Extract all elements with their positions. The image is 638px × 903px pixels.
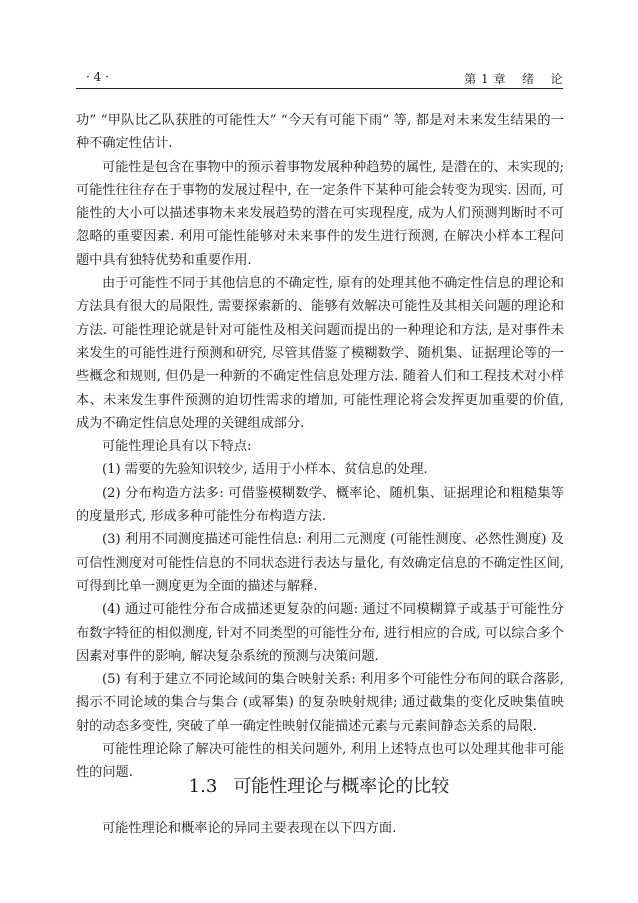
paragraph-continuation: 功” “甲队比乙队获胜的可能性大” “今天有可能下雨” 等, 都是对未来发生结果的一种不确定性估计. [76, 113, 564, 152]
chapter-heading [464, 70, 563, 87]
chapter-title-part-2: 论 [550, 72, 563, 86]
feature-item-4: (4) 通过可能性分布合成描述更复杂的问题: 通过不同模糊算子或基于可能性分布数字特征的相似测度, 针对不同类型的可能性分布, 进行相应的合成, 可以综合多个因素对事件的影响, 解决复杂系统的预测与决策问题. [76, 602, 564, 664]
section-number: 1.3 [188, 776, 218, 797]
running-header [76, 68, 563, 89]
body-text [76, 109, 564, 785]
feature-item-5: (5) 有利于建立不同论域间的集合映射关系: 利用多个可能性分布间的联合落影, 揭示不同论域的集合与集合 (或幂集) 的复杂映射规律; 通过截集的变化反映集值映射的动态多变性, 突破了单一确定性映射仅能描述元素与元素间静态关系的局限. [76, 672, 564, 734]
paragraph-section-intro [76, 817, 564, 840]
section-heading [0, 772, 638, 798]
chapter-label: 第 1 章 [464, 72, 506, 86]
section-intro-text: 可能性理论和概率论的异同主要表现在以下四方面. [102, 821, 397, 836]
paragraph-features-summary: 可能性理论除了解决可能性的相关问题外, 利用上述特点也可以处理其他非可能性的问题. [76, 742, 564, 781]
paragraph-possibility-theory-need: 由于可能性不同于其他信息的不确定性, 原有的处理其他不确定性信息的理论和方法具有很大的局限性, 需要探索新的、能够有效解决可能性及其相关问题的理论和方法. 可能性理论就是针对可能性及相关问题而提出的一种理论和方法, 是对事件未来发生的可能性进行预测和研究, 尽管其借鉴了模糊数学、随机集、证据理论等的一些概念和规则, 但仍是一种新的不确定性信息处理方法. 随着人们和工程技术对小样本、未来发生事件预测的迫切性需求的增加, 可能性理论将会发挥更加重要的价值, 成为不确定性信息处理的关键组成部分. [76, 276, 564, 431]
feature-item-2: (2) 分布构造方法多: 可借鉴模糊数学、概率论、随机集、证据理论和粗糙集等的度量形式, 形成多种可能性分布构造方法. [76, 485, 564, 525]
page-number: · 4 · [86, 70, 109, 84]
feature-item-1: (1) 需要的先验知识较少, 适用于小样本、贫信息的处理. [102, 462, 428, 478]
paragraph-features-intro: 可能性理论具有以下特点: [102, 439, 252, 455]
feature-item-3: (3) 利用不同测度描述可能性信息: 利用二元测度 (可能性测度、必然性测度) 及可信性测度对可能性信息的不同状态进行表达与量化, 有效确定信息的不确定性区间, 可得到比单一测度更为全面的描述与解释. [76, 532, 564, 594]
chapter-title-part-1: 绪 [521, 72, 535, 86]
section-title: 可能性理论与概率论的比较 [233, 776, 450, 797]
paragraph-possibility-definition: 可能性是包含在事物中的预示着事物发展种种趋势的属性, 是潜在的、未实现的; 可能性往往存在于事物的发展过程中, 在一定条件下某种可能会转变为现实. 因而, 可能性的大小可以描述事物未来发展趋势的潜在可实现程度, 成为人们预测判断时不可忽略的重要因素. 利用可能性能够对未来事件的发生进行预测, 在解决小样本工程问题中具有独特优势和重要作用. [76, 159, 564, 268]
